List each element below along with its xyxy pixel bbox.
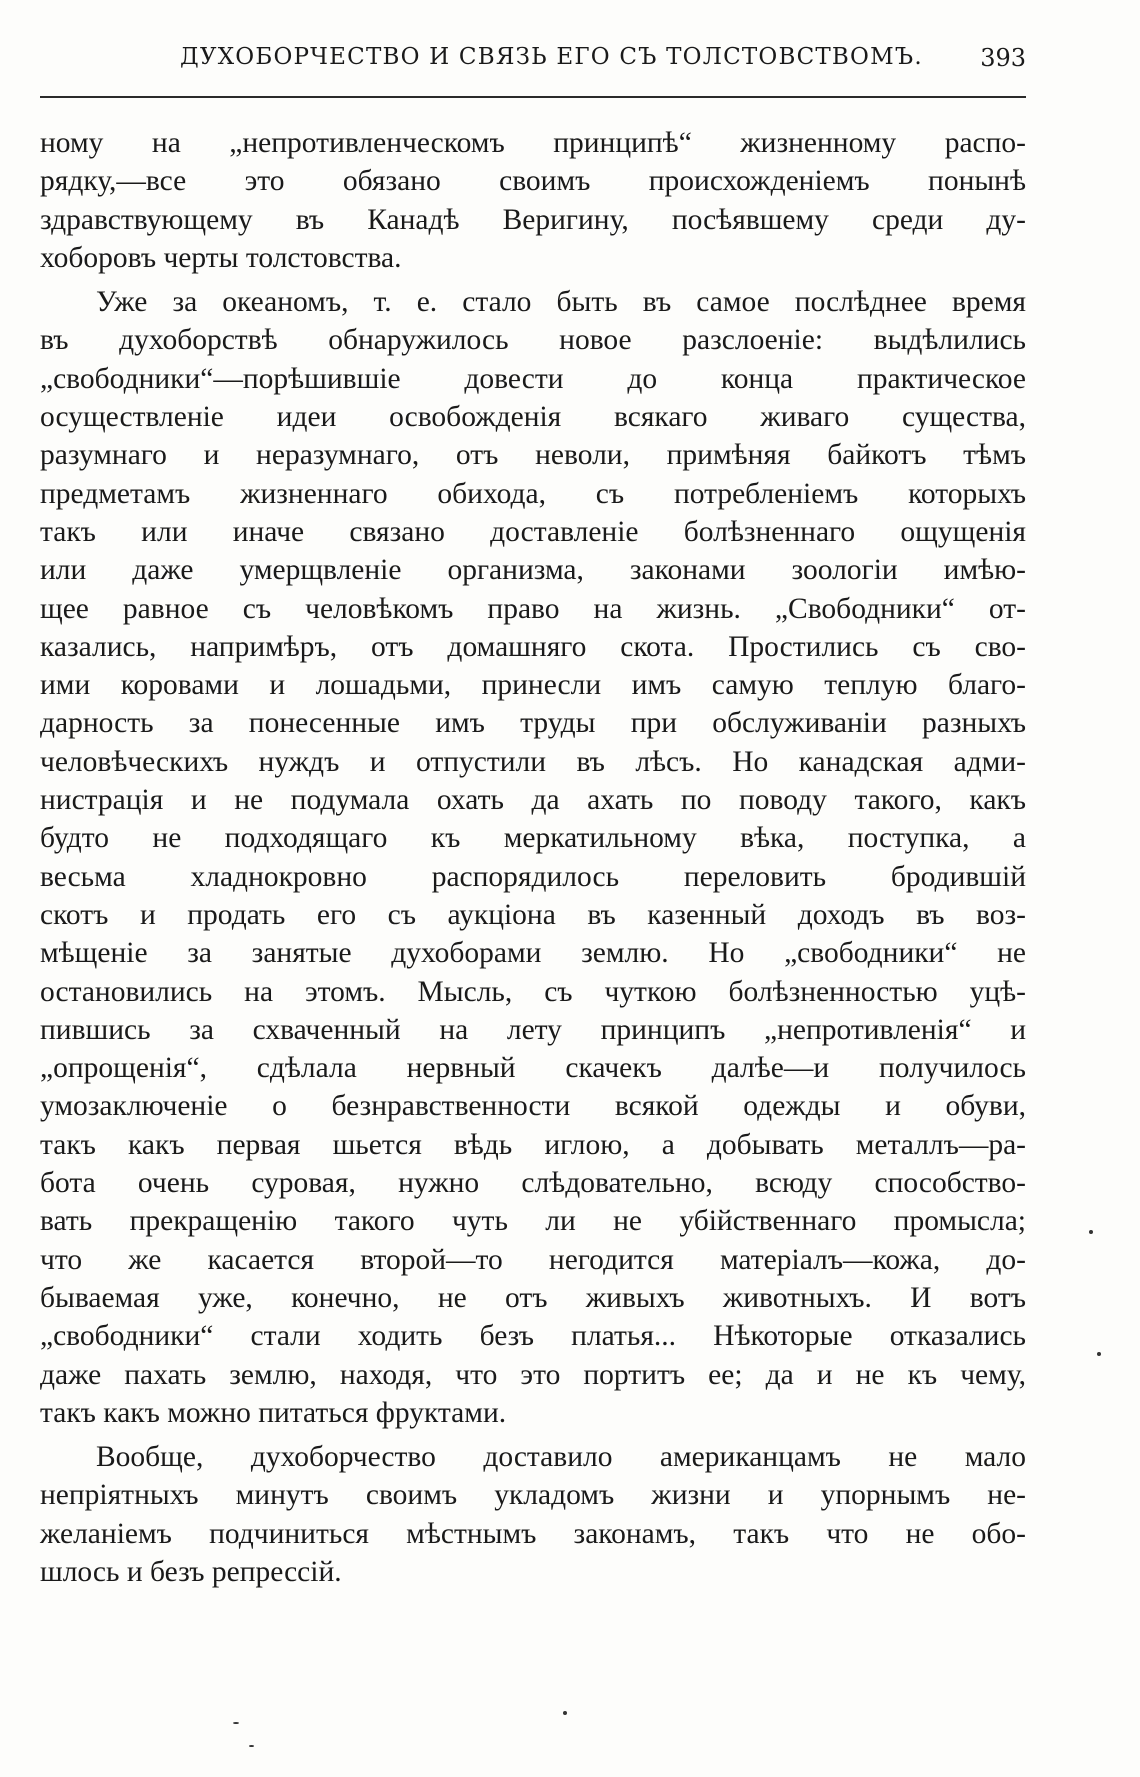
- print-speck: [1089, 1230, 1093, 1234]
- running-title: ДУХОБОРЧЕСТВО И СВЯЗЬ ЕГО СЪ ТОЛСТОВСТВОМЪ.: [180, 44, 923, 70]
- text-line: скотъ и продать его съ аукціона въ казенный доходъ въ воз-: [40, 898, 1026, 931]
- paragraph: [40, 1438, 1026, 1591]
- print-speck: [233, 1722, 239, 1724]
- text-line: пившись за схваченный на лету принципъ „непротивленія“ и: [40, 1013, 1026, 1046]
- text-line: даже пахать землю, находя, что это портитъ ее; да и не къ чему,: [40, 1358, 1026, 1391]
- text-line: умозаключеніе о безнравственности всякой одежды и обуви,: [40, 1090, 1026, 1123]
- paragraph: [40, 283, 1026, 1432]
- text-line: разумнаго и неразумнаго, отъ неволи, примѣняя байкотъ тѣмъ: [40, 439, 1026, 472]
- text-line: казались, напримѣръ, отъ домашняго скота. Простились съ сво-: [40, 630, 1026, 663]
- text-line: въ духоборствѣ обнаружилось новое разслоеніе: выдѣлились: [40, 324, 1026, 357]
- text-line: шлось и безъ репрессій.: [40, 1555, 342, 1588]
- text-line: предметамъ жизненнаго обихода, съ потребленіемъ которыхъ: [40, 477, 1026, 510]
- text-line: будто не подходящаго къ меркатильному вѣка, поступка, а: [40, 822, 1026, 855]
- print-speck: [249, 1745, 254, 1747]
- text-line: остановились на этомъ. Мысль, съ чуткою болѣзненностью уцѣ-: [40, 975, 1026, 1008]
- text-line: непріятныхъ минутъ своимъ укладомъ жизни и упорнымъ не-: [40, 1479, 1026, 1512]
- text-line: бываемая уже, конечно, не отъ живыхъ животныхъ. И вотъ: [40, 1281, 1026, 1314]
- text-line: здравствующему въ Канадѣ Веригину, посѣявшему среди ду-: [40, 203, 1026, 236]
- text-line: вать прекращенію такого чуть ли не убійственнаго промысла;: [40, 1205, 1026, 1238]
- page-number: 393: [980, 44, 1026, 72]
- text-line: такъ или иначе связано доставленіе болѣзненнаго ощущенія: [40, 515, 1026, 548]
- body-text: [40, 124, 1026, 1591]
- text-line: „свободники“—порѣшившіе довести до конца практическое: [40, 362, 1026, 395]
- text-line: такъ какъ первая шьется вѣдь иглою, а добывать металлъ—ра-: [40, 1128, 1026, 1161]
- paragraph: [40, 124, 1026, 277]
- text-line: Уже за океаномъ, т. е. стало быть въ самое послѣднее время: [96, 286, 1026, 319]
- text-line: хоборовъ черты толстовства.: [40, 241, 402, 274]
- text-line: нистрація и не подумала охать да ахать по поводу такого, какъ: [40, 784, 1026, 817]
- text-line: „свободники“ стали ходить безъ платья... Нѣкоторые отказались: [40, 1320, 1026, 1353]
- text-line: ими коровами и лошадьми, принесли имъ самую теплую благо-: [40, 669, 1026, 702]
- text-line: осуществленіе идеи освобожденія всякаго живаго существа,: [40, 401, 1026, 434]
- text-line: весьма хладнокровно распорядилось переловить бродившій: [40, 860, 1026, 893]
- text-line: дарность за понесенные имъ труды при обслуживаніи разныхъ: [40, 707, 1026, 740]
- text-line: бота очень суровая, нужно слѣдовательно, всюду способство-: [40, 1167, 1026, 1200]
- text-line: что же касается второй—то негодится матеріалъ—кожа, до-: [40, 1243, 1026, 1276]
- text-line: рядку,—все это обязано своимъ происхожденіемъ понынѣ: [40, 165, 1026, 198]
- header-rule: [40, 96, 1026, 98]
- text-line: щее равное съ человѣкомъ право на жизнь. „Свободники“ от-: [40, 592, 1026, 625]
- text-line: такъ какъ можно питаться фруктами.: [40, 1396, 507, 1429]
- text-line: мѣщеніе за занятые духоборами землю. Но „свободники“ не: [40, 937, 1026, 970]
- text-line: или даже умерщвленіе организма, законами зоологіи имѣю-: [40, 554, 1026, 587]
- print-speck: [563, 1711, 567, 1715]
- text-line: „опрощенія“, сдѣлала нервный скачекъ далѣе—и получилось: [40, 1052, 1026, 1085]
- text-line: человѣческихъ нуждъ и отпустили въ лѣсъ. Но канадская адми-: [40, 745, 1026, 778]
- text-line: Вообще, духоборчество доставило американцамъ не мало: [96, 1441, 1026, 1474]
- text-line: ному на „непротивленческомъ принципѣ“ жизненному распо-: [40, 127, 1026, 159]
- running-head: [40, 44, 1026, 84]
- text-line: желаніемъ подчиниться мѣстнымъ законамъ, такъ что не обо-: [40, 1517, 1026, 1550]
- print-speck: [1097, 1352, 1101, 1356]
